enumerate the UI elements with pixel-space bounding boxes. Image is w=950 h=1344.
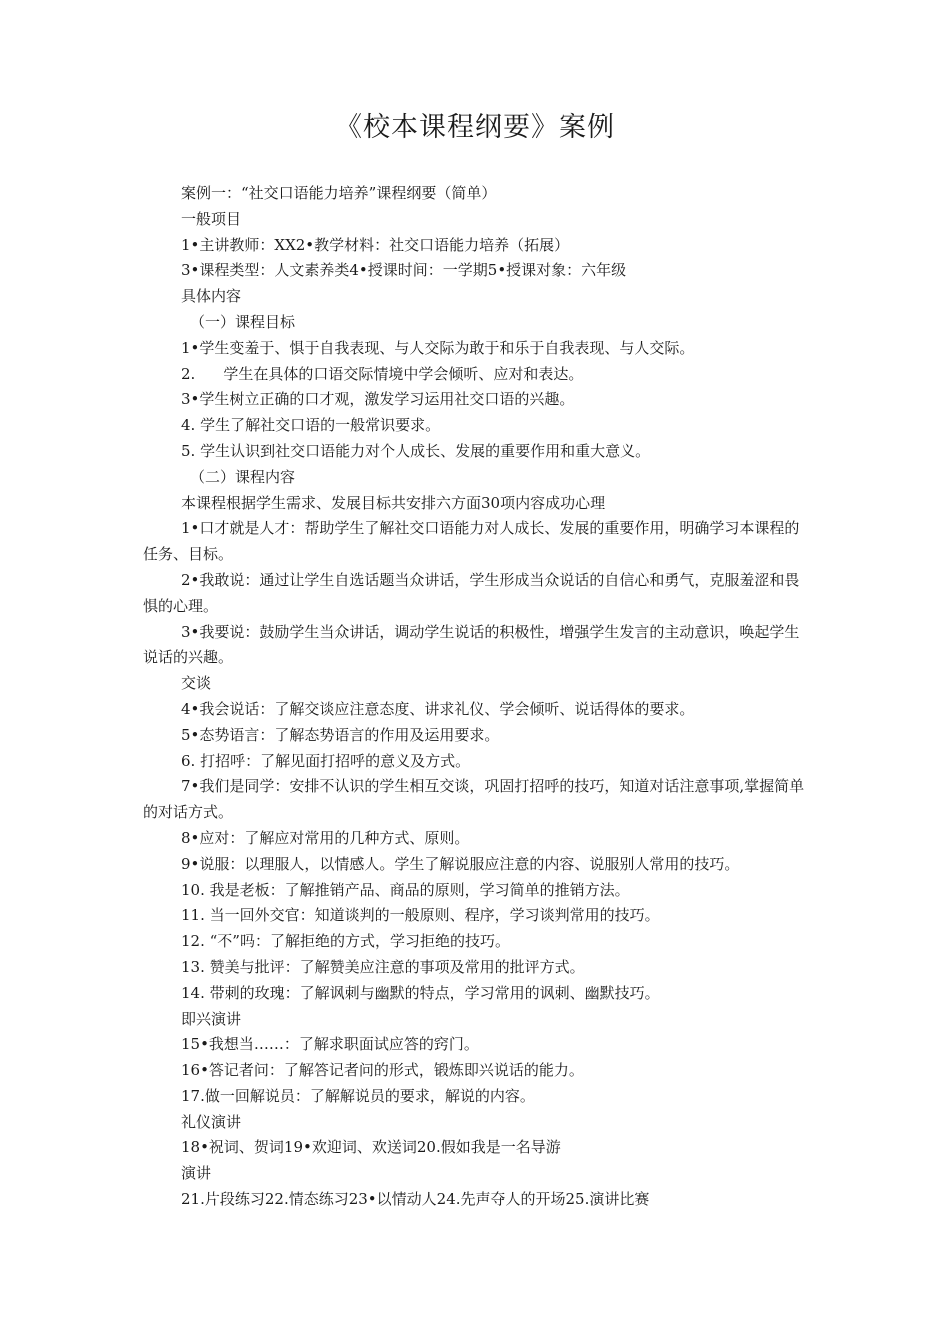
section-heading: 交谈: [181, 674, 212, 693]
paragraph: 3•课程类型：人文素养类4•授课时间：一学期5•授课对象：六年级: [181, 261, 627, 280]
paragraph: 10. 我是老板：了解推销产品、商品的原则，学习简单的推销方法。: [181, 880, 630, 899]
paragraph: 4. 学生了解社交口语的一般常识要求。: [181, 416, 441, 435]
paragraph: 7•我们是同学：安排不认识的学生相互交谈，巩固打招呼的技巧，知道对话注意事项,掌握简单的对话方式。: [143, 777, 805, 822]
paragraph: 本课程根据学生需求、发展目标共安排六方面30项内容成功心理: [181, 493, 606, 512]
paragraph: 6. 打招呼：了解见面打招呼的意义及方式。: [181, 751, 471, 770]
paragraph: 11. 当一回外交官：知道谈判的一般原则、程序，学习谈判常用的技巧。: [181, 906, 660, 925]
section-heading: 演讲: [181, 1164, 212, 1183]
paragraph: 8•应对：了解应对常用的几种方式、原则。: [181, 828, 470, 847]
paragraph: 2•我敢说：通过让学生自选话题当众讲话，学生形成当众说话的自信心和勇气，克服羞涩和畏惧的心理。: [143, 570, 800, 615]
paragraph: 16•答记者问：了解答记者问的形式，锻炼即兴说话的能力。: [181, 1061, 584, 1080]
paragraph: 3•我要说：鼓励学生当众讲话，调动学生说话的积极性，增强学生发言的主动意识，唤起学生说话的兴趣。: [143, 622, 800, 667]
subsection-heading: （二）课程内容: [190, 467, 296, 486]
paragraph: 18•祝词、贺词19•欢迎词、欢送词20.假如我是一名导游: [181, 1138, 561, 1157]
paragraph: 12. “不”吗：了解拒绝的方式，学习拒绝的技巧。: [181, 932, 510, 951]
paragraph: 5. 学生认识到社交口语能力对个人成长、发展的重要作用和重大意义。: [181, 441, 651, 460]
section-heading: 礼仪演讲: [181, 1112, 242, 1131]
paragraph: 4•我会说话：了解交谈应注意态度、讲求礼仪、学会倾听、说话得体的要求。: [181, 699, 695, 718]
case-heading: 案例一：“社交口语能力培养”课程纲要（简单）: [181, 184, 497, 202]
item-text: 学生在具体的口语交际情境中学会倾听、应对和表达。: [223, 364, 584, 383]
document-title: 《校本课程纲要》案例: [335, 112, 615, 143]
paragraph: 15•我想当……：了解求职面试应答的窍门。: [181, 1035, 479, 1054]
paragraph: 3•学生树立正确的口才观，激发学习运用社交口语的兴趣。: [181, 390, 575, 409]
paragraph: 21.片段练习22.情态练习23•以情动人24.先声夺人的开场25.演讲比赛: [181, 1190, 650, 1209]
paragraph: 13. 赞美与批评：了解赞美应注意的事项及常用的批评方式。: [181, 957, 585, 976]
paragraph: 5•态势语言：了解态势语言的作用及运用要求。: [181, 725, 500, 744]
item-number: 2.: [181, 364, 196, 383]
paragraph: 1•主讲教师：XX2•教学材料：社交口语能力培养（拓展）: [181, 235, 570, 254]
subsection-heading: （一）课程目标: [190, 312, 296, 331]
paragraph: 17.做一回解说员：了解解说员的要求，解说的内容。: [181, 1086, 535, 1105]
section-heading: 即兴演讲: [181, 1009, 242, 1028]
paragraph: 14. 带刺的玫瑰：了解讽刺与幽默的特点，学习常用的讽刺、幽默技巧。: [181, 983, 660, 1002]
document-body: [143, 181, 807, 1213]
paragraph: 1•口才就是人才：帮助学生了解社交口语能力对人成长、发展的重要作用，明确学习本课程的任务、目标。: [143, 519, 800, 564]
section-heading: 具体内容: [181, 287, 242, 306]
paragraph: [143, 362, 807, 388]
section-heading: 一般项目: [181, 209, 242, 228]
paragraph: 9•说服：以理服人，以情感人。学生了解说服应注意的内容、说服别人常用的技巧。: [181, 854, 740, 873]
paragraph: 1•学生变羞于、惧于自我表现、与人交际为敢于和乐于自我表现、与人交际。: [181, 338, 695, 357]
